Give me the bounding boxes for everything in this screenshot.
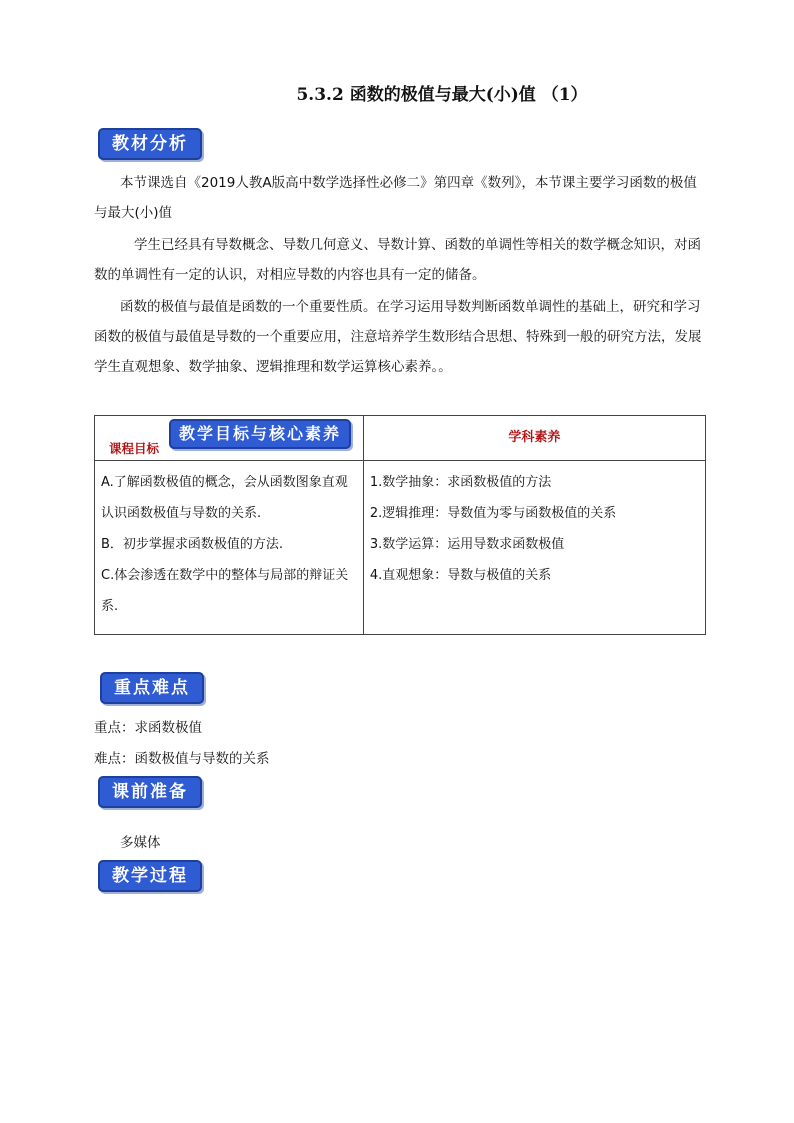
literacy-item: 1.数学抽象：求函数极值的方法 bbox=[369, 475, 552, 490]
page-title: 5.3.2 函数的极值与最大(小)值 （1） bbox=[296, 85, 588, 105]
course-goal-label: 课程目标 bbox=[109, 441, 160, 456]
objectives-table bbox=[94, 415, 706, 635]
analysis-paragraph-1: 本节课选自《2019人教A版高中数学选择性必修二》第四章《数列》，本节课主要学习函数的极值与最大(小)值 bbox=[94, 175, 697, 221]
table-header-right: 学科素养 bbox=[363, 416, 705, 461]
literacy-item: 4.直观想象：导数与极值的关系 bbox=[369, 568, 552, 583]
section-badge-prep: 课前准备 bbox=[98, 776, 202, 808]
section-badge-process: 教学过程 bbox=[98, 860, 202, 892]
difficult-point: 难点：函数极值与导数的关系 bbox=[94, 751, 270, 767]
section-badge-keypoints: 重点难点 bbox=[100, 672, 204, 704]
goal-item: C.体会渗透在数学中的整体与局部的辩证关系. bbox=[101, 568, 349, 614]
table-header-left bbox=[95, 416, 364, 461]
section-badge-goals: 教学目标与核心素养 bbox=[169, 419, 351, 449]
literacy-item: 2.逻辑推理：导数值为零与函数极值的关系 bbox=[369, 506, 617, 521]
goal-item: A.了解函数极值的概念，会从函数图象直观认识函数极值与导数的关系. bbox=[101, 475, 348, 521]
goal-item: B．初步掌握求函数极值的方法. bbox=[101, 537, 284, 552]
prep-text: 多媒体 bbox=[120, 835, 161, 851]
goals-cell bbox=[95, 461, 364, 635]
literacy-item: 3.数学运算：运用导数求函数极值 bbox=[369, 537, 565, 552]
literacy-cell bbox=[363, 461, 705, 635]
section-badge-analysis: 教材分析 bbox=[98, 128, 202, 160]
key-point: 重点：求函数极值 bbox=[94, 720, 202, 736]
analysis-paragraph-3: 函数的极值与最值是函数的一个重要性质。在学习运用导数判断函数单调性的基础上，研究和学习函数的极值与最值是导数的一个重要应用，注意培养学生数形结合思想、特殊到一般的研究方法，发展学生直观想象、数学抽象、逻辑推理和数学运算核心素养。。 bbox=[94, 299, 702, 375]
analysis-paragraph-2: 学生已经具有导数概念、导数几何意义、导数计算、函数的单调性等相关的数学概念知识，对函数的单调性有一定的认识，对相应导数的内容也具有一定的储备。 bbox=[94, 237, 701, 283]
